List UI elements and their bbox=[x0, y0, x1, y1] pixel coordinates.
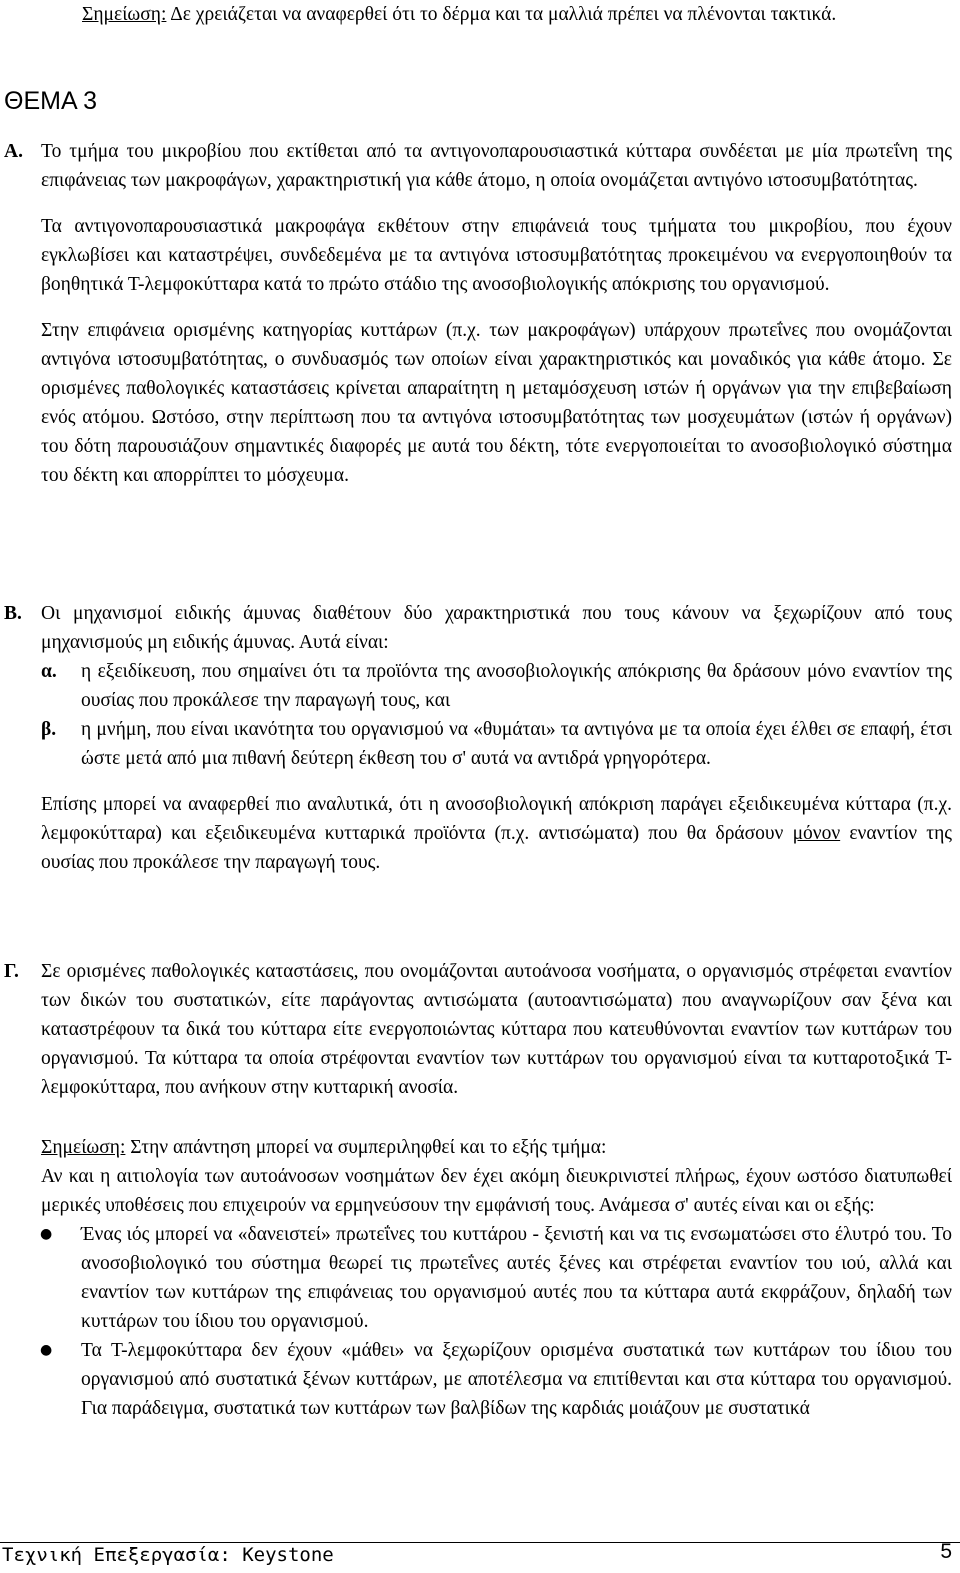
bullet-text: Ένας ιός μπορεί να «δανειστεί» πρωτεΐνες του κυττάρου - ξενιστή και να τις ενσωματώσει στο έλυτρό του. Το ανοσοβιολογικό του σύστημα θεωρεί τις πρωτεΐνες αυτές ξένες και στρέφεται εναντίον του ιού, αλλά και εναντίον των κυττάρων της επιφάνειας του οργανισμού αυτές που τα κύτταρα αυτά εκφράζουν, δηλαδή των κυττάρων του ίδιου του οργανισμού. bbox=[81, 1224, 952, 1332]
extra-text-end: εναντίον της ουσίας που προκάλεσε την παραγωγή τους. bbox=[41, 823, 953, 873]
section-c-note-paragraph: Αν και η αιτιολογία των αυτοάνοσων νοσημάτων δεν έχει ακόμη διευκρινιστεί πλήρως, έχουν ωστόσο διατυπωθεί μερικές υποθέσεις που επιχειρούν να ερμηνεύσουν την εμφάνισή τους. Ανάμεσα σ' αυτές είναι και οι εξής: bbox=[41, 1166, 952, 1216]
bullet-icon: ● bbox=[40, 1342, 53, 1358]
section-a-label: Α. bbox=[4, 141, 23, 162]
section-a-paragraph-2: Τα αντιγονοπαρουσιαστικά μακροφάγα εκθέτουν στην επιφάνειά τους τμήματα του μικροβίου, που έχουν εγκλωβίσει και καταστρέψει, συνδεδεμένα με τα αντιγόνα ιστοσυμβατότητας προκειμένου να ενεργοποιηθούν τα βοηθητικά Τ-λεμφοκύτταρα κατά το πρώτο στάδιο της ανοσοβιολογικής απόκρισης του οργανισμού. bbox=[41, 216, 952, 295]
section-a-paragraph-3: Στην επιφάνεια ορισμένης κατηγορίας κυττάρων (π.χ. των μακροφάγων) υπάρχουν πρωτεΐνες που ονομάζονται αντιγόνα ιστοσυμβατότητας, ο συνδυασμός των οποίων είναι χαρακτηριστικός και μοναδικός για κάθε άτομο. Σε ορισμένες παθολογικές καταστάσεις κρίνεται απαραίτητη η μεταμόσχευση ιστών ή οργάνων για την επιβεβαίωση ενός ατόμου. Ωστόσο, στην περίπτωση που τα αντιγόνα ιστοσυμβατότητας των μοσχευμάτων (ιστών ή οργάνων) του δότη παρουσιάζουν σημαντικές διαφορές με αυτά του δέκτη, τότε ενεργοποιείται το ανοσοβιολογικό σύστημα του δέκτη και απορρίπτει το μόσχευμα. bbox=[41, 320, 952, 486]
list-item bbox=[4, 657, 952, 715]
bullet-text: Τα Τ-λεμφοκύτταρα δεν έχουν «μάθει» να ξεχωρίζουν ορισμένα συστατικά των κυττάρων του ίδιου του οργανισμού από συστατικά ξένων κυττάρων, με αποτέλεσμα να επιτίθενται και στα κύτταρα του οργανισμού. Για παράδειγμα, συστατικά των κυττάρων των βαλβίδων της καρδιάς μοιάζουν με συστατικά bbox=[81, 1340, 952, 1419]
hypothesis-list bbox=[4, 1220, 952, 1423]
section-c-paragraph: Σε ορισμένες παθολογικές καταστάσεις, που ονομάζονται αυτοάνοσα νοσήματα, ο οργανισμός στρέφεται εναντίον των δικών του συστατικών, είτε παράγοντας αντισώματα (αυτοαντισώματα) που αναγνωρίζουν σαν ξένα και καταστρέφουν τα δικά του κύτταρα είτε ενεργοποιώντας κύτταρα που κατευθύνονται εναντίον των κυττάρων του οργανισμού. Τα κύτταρα τα οποία στρέφονται εναντίον των κυττάρων του οργανισμού είναι τα κυτταροτοξικά Τ-λεμφοκύτταρα, που ανήκουν στην κυτταρική ανοσία. bbox=[41, 961, 952, 1098]
note-label: Σημείωση: bbox=[41, 1137, 126, 1158]
section-b-list bbox=[4, 657, 952, 773]
bullet-item bbox=[4, 1336, 952, 1423]
note-label: Σημείωση: bbox=[82, 4, 167, 25]
note-text: Δε χρειάζεται να αναφερθεί ότι το δέρμα και τα μαλλιά πρέπει να πλένονται τακτικά. bbox=[166, 4, 837, 25]
top-note bbox=[82, 0, 952, 29]
footer-credit: Τεχνική Επεξεργασία: Keystone bbox=[2, 1544, 334, 1566]
section-b bbox=[4, 599, 952, 877]
section-b-intro: Οι μηχανισμοί ειδικής άμυνας διαθέτουν δύο χαρακτηριστικά που τους κάνουν να ξεχωρίζουν από τους μηχανισμούς μη ειδικής άμυνας. Αυτά είναι: bbox=[41, 603, 952, 653]
section-a-paragraph-1: Το τμήμα του μικροβίου που εκτίθεται από τα αντιγονοπαρουσιαστικά κύτταρα συνδέεται με μία πρωτεΐνη της επιφάνειας των μακροφάγων, χαρακτηριστική για κάθε άτομο, η οποία ονομάζεται αντιγόνο ιστοσυμβατότητας. bbox=[41, 141, 952, 191]
page-number: 5 bbox=[940, 1540, 952, 1563]
list-item-label: β. bbox=[41, 719, 57, 740]
list-item-text: η μνήμη, που είναι ικανότητα του οργανισμού να «θυμάται» τα αντιγόνα με τα οποία έχει έλθει σε επαφή, έτσι ώστε μετά από μια πιθανή δεύτερη έκθεση του σ' αυτά να αντιδρά γρηγορότερα. bbox=[81, 719, 952, 769]
note-line: Στην απάντηση μπορεί να συμπεριληφθεί και το εξής τμήμα: bbox=[125, 1137, 607, 1158]
list-item-text: η εξειδίκευση, που σημαίνει ότι τα προϊόντα της ανοσοβιολογικής απόκρισης θα δράσουν μόνο εναντίον της ουσίας που προκάλεσε την παραγωγή τους, και bbox=[81, 661, 952, 711]
section-c bbox=[4, 957, 952, 1423]
section-c-label: Γ. bbox=[4, 961, 19, 982]
section-b-label: Β. bbox=[4, 603, 22, 624]
list-item-label: α. bbox=[41, 661, 57, 682]
list-item bbox=[4, 715, 952, 773]
section-b-extra bbox=[41, 790, 952, 877]
section-a bbox=[4, 137, 952, 490]
extra-text-start: Επίσης μπορεί να αναφερθεί πιο αναλυτικά, ότι η ανοσοβιολογική απόκριση παράγει εξειδικευμένα κύτταρα (π.χ. λεμφοκύτταρα) και εξειδικευμένα κυτταρικά προϊόντα (π.χ. αντισώματα) που θα δράσουν bbox=[41, 794, 952, 844]
bullet-item bbox=[4, 1220, 952, 1336]
section-heading: ΘΕΜΑ 3 bbox=[4, 87, 98, 115]
section-c-note bbox=[41, 1133, 952, 1162]
extra-text-underlined: μόνον bbox=[792, 823, 841, 844]
bullet-icon: ● bbox=[40, 1226, 53, 1242]
